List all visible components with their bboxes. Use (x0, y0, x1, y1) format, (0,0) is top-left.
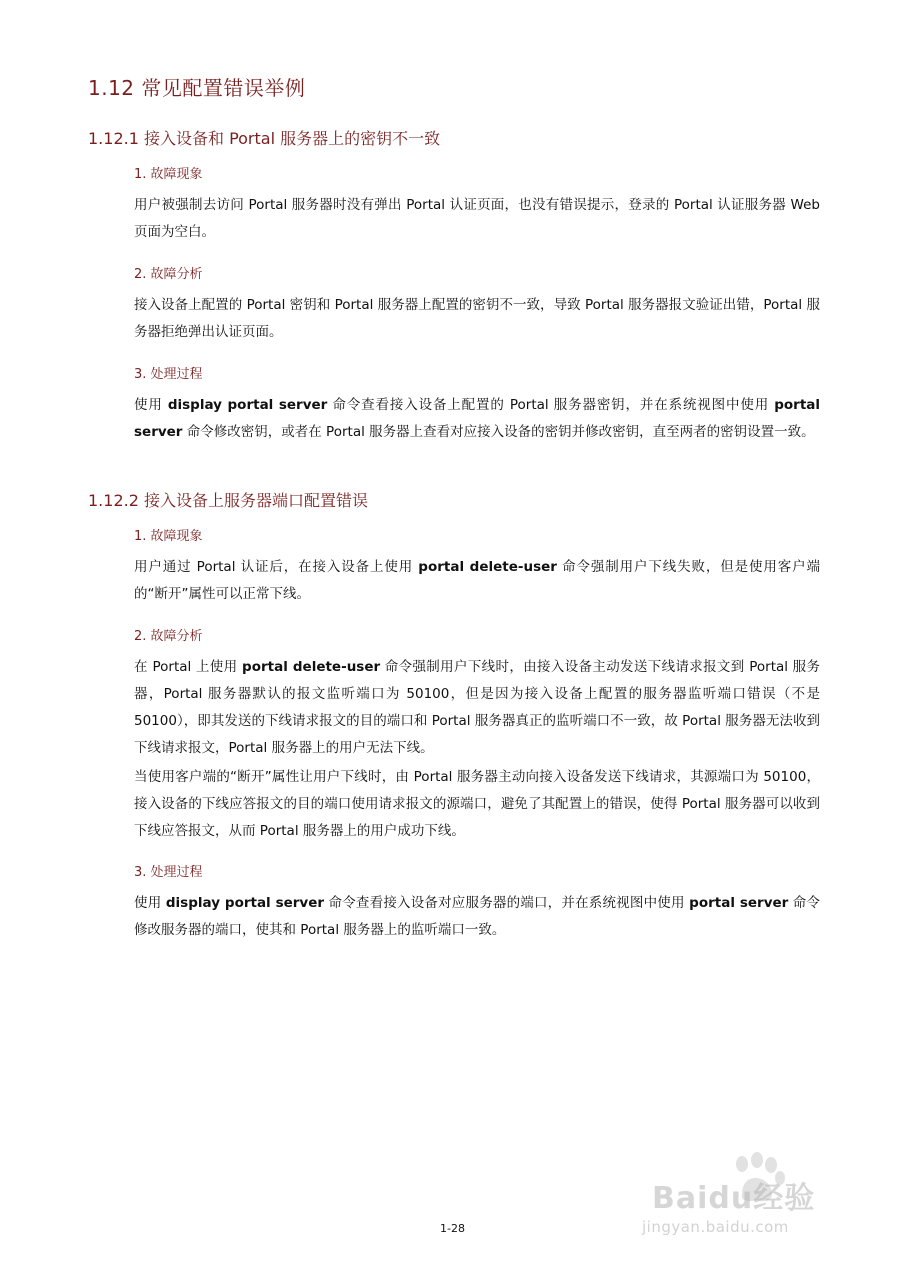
text-run: 使用 (134, 895, 166, 911)
paragraph-symptom-2 (134, 554, 820, 608)
heading-symptom-2: 1. 故障现象 (134, 529, 203, 544)
command-portal-server: portal server (134, 397, 821, 440)
heading-procedure-2: 3. 处理过程 (134, 865, 203, 880)
text-run: 命令强制用户下线时，由接入设备主动发送下线请求报文到 Portal 服务器，Portal 服务器默认的报文监听端口为 50100，但是因为接入设备上配置的服务器监听端口错误（不是 50100），即其发送的下线请求报文的目的端口和 Portal 服务器真正的监听端口不一致，故 Portal 服务器无法收到下线请求报文，Portal 服务器上的用户无法下线。 (134, 659, 820, 756)
text-run: 命令查看接入设备上配置的 Portal 服务器密钥，并在系统视图中使用 (327, 397, 775, 413)
paragraph-symptom-1: 用户被强制去访问 Portal 服务器时没有弹出 Portal 认证页面，也没有错误提示，登录的 Portal 认证服务器 Web 页面为空白。 (134, 197, 820, 240)
paragraph-analysis-2a (134, 654, 820, 762)
text-run: 命令修改服务器的端口，使其和 Portal 服务器上的监听端口一致。 (134, 895, 820, 938)
subsection-title-1: 1.12.1 接入设备和 Portal 服务器上的密钥不一致 (88, 129, 441, 148)
text-run: 命令查看接入设备对应服务器的端口，并在系统视图中使用 (324, 895, 690, 911)
command-display-portal-server: display portal server (167, 397, 328, 413)
paragraph-analysis-1: 接入设备上配置的 Portal 密钥和 Portal 服务器上配置的密钥不一致，导致 Portal 服务器报文验证出错，Portal 服务器拒绝弹出认证页面。 (134, 297, 820, 340)
command-portal-server: portal server (689, 895, 789, 911)
text-run: 命令修改密钥，或者在 Portal 服务器上查看对应接入设备的密钥并修改密钥，直至两者的密钥设置一致。 (182, 424, 815, 440)
heading-procedure-1: 3. 处理过程 (134, 367, 203, 382)
section-title: 1.12 常见配置错误举例 (88, 76, 306, 100)
text-run: 用户通过 Portal 认证后，在接入设备上使用 (134, 559, 419, 575)
paragraph-procedure-1 (134, 392, 820, 446)
command-portal-delete-user: portal delete-user (242, 659, 381, 675)
command-portal-delete-user: portal delete-user (418, 559, 557, 575)
heading-analysis-2: 2. 故障分析 (134, 629, 203, 644)
watermark-brand: Baidu经验 (652, 1181, 816, 1216)
heading-analysis-1: 2. 故障分析 (134, 267, 203, 282)
paragraph-analysis-2b: 当使用客户端的“断开”属性让用户下线时，由 Portal 服务器主动向接入设备发送下线请求，其源端口为 50100，接入设备的下线应答报文的目的端口使用请求报文的源端口，避免了其配置上的错误，使得 Portal 服务器可以收到下线应答报文，从而 Portal 服务器上的用户成功下线。 (134, 769, 820, 839)
text-run: 命令强制用户下线失败，但是使用客户端的“断开”属性可以正常下线。 (134, 559, 820, 602)
heading-symptom-1: 1. 故障现象 (134, 167, 203, 182)
command-display-portal-server: display portal server (165, 895, 325, 911)
subsection-title-2: 1.12.2 接入设备上服务器端口配置错误 (88, 491, 368, 510)
text-run: 在 Portal 上使用 (134, 659, 243, 675)
paragraph-procedure-2 (134, 890, 820, 944)
watermark-url: jingyan.baidu.com (642, 1218, 789, 1236)
page-number: 1-28 (440, 1222, 465, 1235)
text-run: 使用 (134, 397, 168, 413)
